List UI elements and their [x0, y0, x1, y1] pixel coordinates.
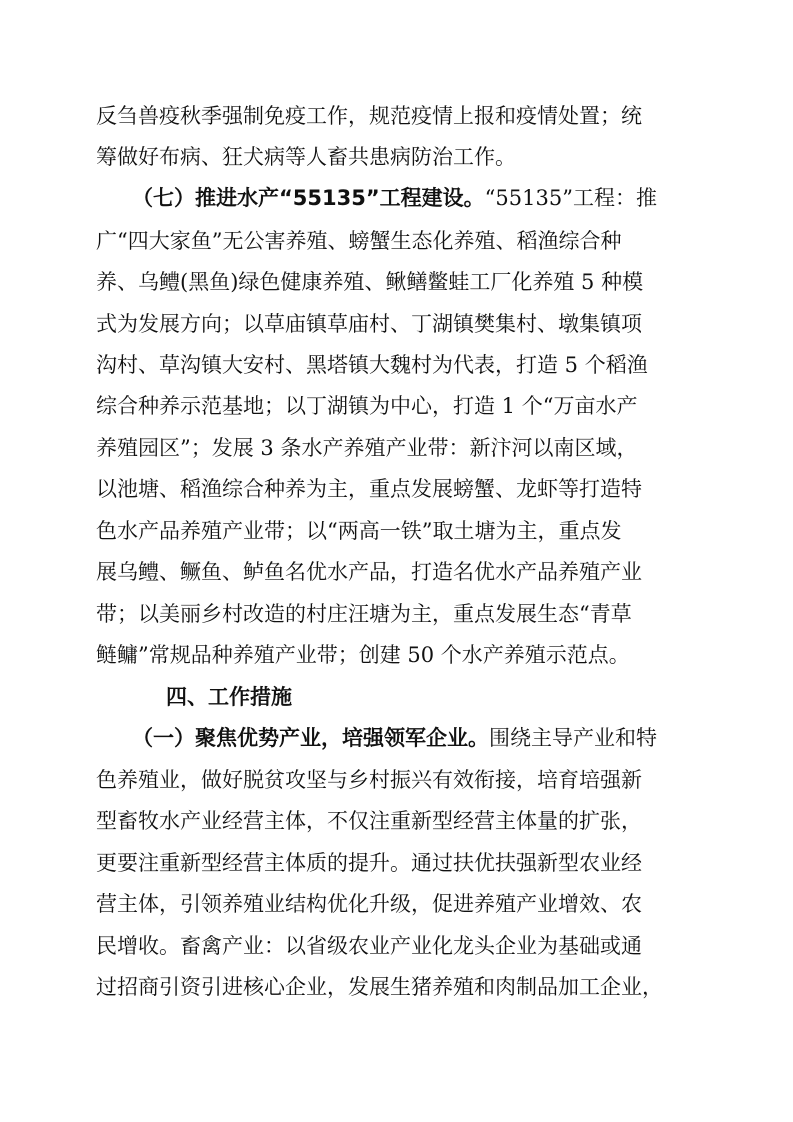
line-text: 营主体，引领养殖业结构优化升级，促进养殖产业增效、农: [96, 892, 642, 916]
line-text: 更要注重新型经营主体质的提升。通过扶优扶强新型农业经: [96, 851, 642, 875]
text-line: [96, 229, 621, 253]
line-text: 沟村、草沟镇大安村、黑塔镇大魏村为代表，打造 5 个稻渔: [96, 353, 648, 377]
line-text: 反刍兽疫秋季强制免疫工作，规范疫情上报和疫情处置；统: [96, 104, 642, 128]
section-heading-7: [132, 186, 657, 210]
line-text: “55135”工程：推: [484, 186, 657, 210]
text-line: [96, 934, 642, 958]
line-text: 色养殖业，做好脱贫攻坚与乡村振兴有效衔接，培育培强新: [96, 768, 642, 792]
text-line: [96, 643, 630, 667]
line-text: 色水产品养殖产业带；以“两高一铁”取土塘为主，重点发: [96, 519, 622, 543]
text-line: [96, 975, 663, 999]
text-line: [96, 768, 642, 792]
text-line: [96, 353, 648, 377]
text-line: [96, 312, 642, 336]
line-text: 展乌鳢、鳜鱼、鲈鱼名优水产品，打造名优水产品养殖产业: [96, 560, 642, 584]
line-text: 以池塘、稻渔综合种养为主，重点发展螃蟹、龙虾等打造特: [96, 477, 642, 501]
text-line: [96, 519, 621, 543]
text-line: [96, 892, 642, 916]
text-line: [96, 104, 642, 128]
line-text: 综合种养示范基地；以丁湖镇为中心，打造 1 个“万亩水产: [96, 394, 638, 418]
text-line: [96, 394, 637, 418]
line-text: 养、乌鳢(黑鱼)绿色健康养殖、鳅鳝鳖蛙工厂化养殖 5 种模: [96, 270, 644, 294]
line-text: 民增收。畜禽产业：以省级农业产业化龙头企业为基础或通: [96, 934, 642, 958]
line-text: 养殖园区”；发展 3 条水产养殖产业带：新汴河以南区域，: [96, 436, 638, 460]
text-line: [96, 602, 632, 626]
text-line: [96, 851, 642, 875]
section-title: （一）聚焦优势产业，培强领军企业。: [132, 726, 489, 750]
text-line: [96, 560, 642, 584]
chapter-heading: [166, 685, 292, 709]
text-line: [96, 270, 643, 294]
line-text: 式为发展方向；以草庙镇草庙村、丁湖镇樊集村、墩集镇项: [96, 312, 642, 336]
line-text: 带；以美丽乡村改造的村庄汪塘为主，重点发展生态“青草: [96, 602, 632, 626]
line-text: 围绕主导产业和特: [489, 726, 657, 750]
text-line: [96, 477, 642, 501]
text-line: [96, 145, 516, 169]
section-heading-1: [132, 726, 657, 750]
text-line: [96, 436, 637, 460]
text-line: [96, 809, 642, 833]
chapter-title: 四、工作措施: [166, 685, 292, 709]
line-text: 过招商引资引进核心企业，发展生猪养殖和肉制品加工企业，: [96, 975, 663, 999]
line-text: 广“四大家鱼”无公害养殖、螃蟹生态化养殖、稻渔综合种: [96, 229, 622, 253]
section-title: （七）推进水产“55135”工程建设。: [132, 186, 485, 210]
line-text: 型畜牧水产业经营主体，不仅注重新型经营主体量的扩张，: [96, 809, 642, 833]
line-text: 鲢鳙”常规品种养殖产业带；创建 50 个水产养殖示范点。: [96, 643, 630, 667]
line-text: 筹做好布病、狂犬病等人畜共患病防治工作。: [96, 145, 516, 169]
